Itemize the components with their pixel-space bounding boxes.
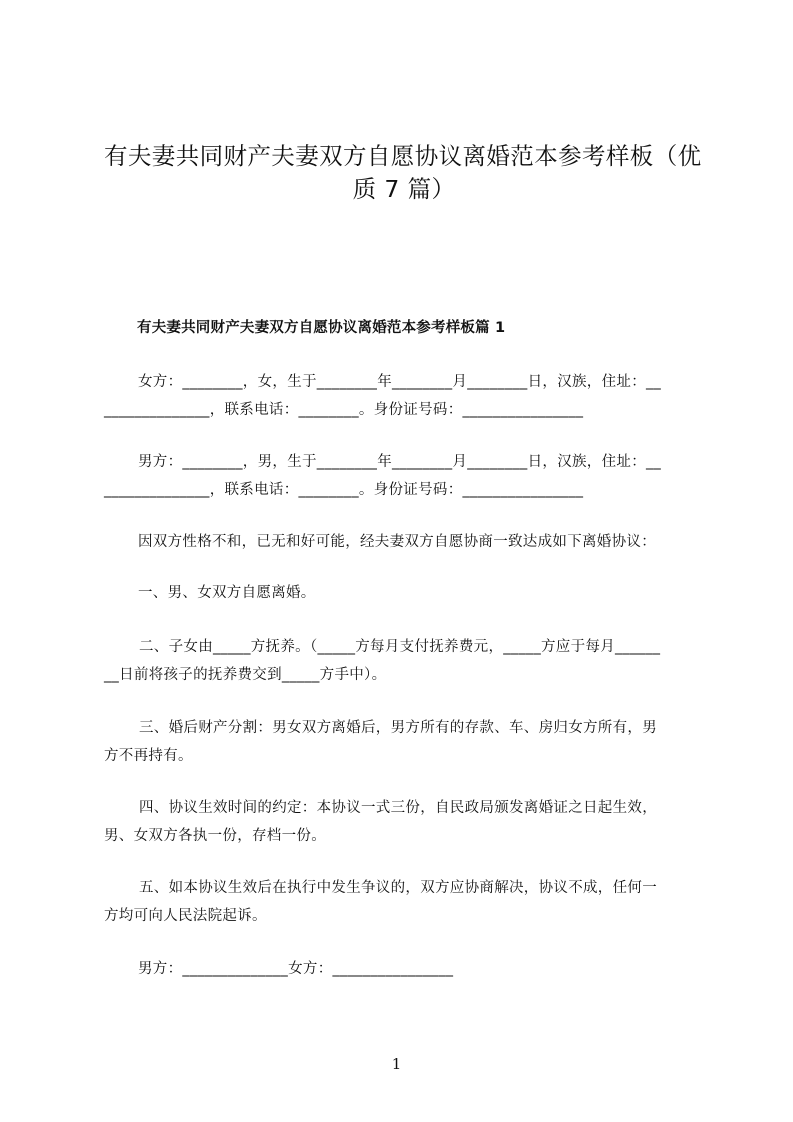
paragraph-line: 男方：______________女方：________________ [138, 961, 454, 977]
paragraph-line: ______________，联系电话：________。身份证号码：________________ [104, 482, 584, 498]
page-number: 1 [391, 1055, 402, 1073]
paragraph-line: 二、子女由_____方抚养。（_____方每月支付抚养费元，_____方应于每月______ [139, 639, 661, 655]
paragraph-line: 方不再持有。 [104, 748, 193, 764]
section-title: 有夫妻共同财产夫妻双方自愿协议离婚范本参考样板篇 1 [137, 320, 506, 336]
paragraph-clause-5 [104, 874, 704, 930]
paragraph-clause-3 [104, 714, 704, 770]
paragraph-line: 三、婚后财产分割：男女双方离婚后，男方所有的存款、车、房归女方所有，男 [139, 720, 657, 736]
paragraph-line: 五、如本协议生效后在执行中发生争议的，双方应协商解决，协议不成，任何一 [139, 880, 657, 896]
document-title [104, 140, 704, 206]
signature-line [104, 955, 704, 983]
paragraph-line: 因双方性格不和，已无和好可能，经夫妻双方自愿协商一致达成如下离婚协议： [138, 534, 656, 550]
paragraph-line: 一、男、女双方自愿离婚。 [138, 585, 316, 601]
paragraph-line: 男方：________，男，生于________年________月________日，汉族，住址：__ [138, 454, 662, 470]
paragraph-clause-4 [104, 794, 704, 850]
paragraph-line: ______________，联系电话：________。身份证号码：________________ [104, 402, 584, 418]
paragraph-line: 男、女双方各执一份，存档一份。 [104, 828, 326, 844]
paragraph-line: 女方：________，女，生于________年________月________日，汉族，住址：__ [138, 374, 662, 390]
paragraph-preamble [104, 528, 704, 556]
paragraph-line: 方均可向人民法院起诉。 [104, 908, 267, 924]
paragraph-line: __日前将孩子的抚养费交到_____方手中）。 [104, 667, 387, 683]
paragraph-clause-2 [104, 633, 704, 689]
paragraph-female-info [104, 368, 704, 424]
paragraph-line: 四、协议生效时间的约定：本协议一式三份，自民政局颁发离婚证之日起生效， [139, 800, 657, 816]
paragraph-male-info [104, 448, 704, 504]
paragraph-clause-1 [104, 579, 704, 607]
title-line-2: 质 7 篇） [352, 175, 456, 203]
title-line-1: 有夫妻共同财产夫妻双方自愿协议离婚范本参考样板（优 [104, 142, 702, 170]
